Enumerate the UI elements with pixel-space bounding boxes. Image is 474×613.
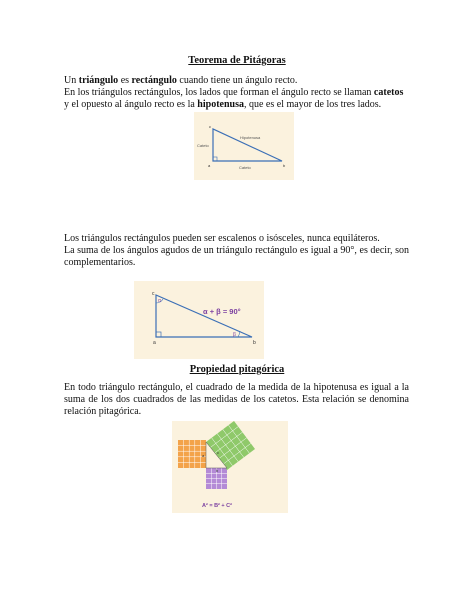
pythagorean-formula: A² = B² + C² <box>202 503 232 509</box>
paragraph-types <box>64 233 409 269</box>
vertex-b-label: b <box>283 163 286 168</box>
term-catetos: catetos <box>373 87 404 98</box>
side-b-label: b <box>216 468 219 473</box>
vertex-c-label: c <box>152 291 155 297</box>
vertex-a-label: a <box>208 163 211 168</box>
side-c-label: c <box>217 450 219 455</box>
vertical-leg-label: Cateto <box>197 143 209 148</box>
paragraph-pythagorean: En todo triángulo rectángulo, el cuadrado de la medida de la hipotenusa es igual a la suma de los dos cuadrados de las medidas de los catetos. Esta relación se denomina relación pitagórica. <box>64 382 409 417</box>
vertex-c-label: c <box>209 124 211 129</box>
page-title: Teorema de Pitágoras <box>188 55 286 66</box>
beta-label: β <box>233 332 236 338</box>
vertex-b-label: b <box>253 340 256 346</box>
paragraph-types-line-2: La suma de los ángulos agudos de un triángulo rectángulo es igual a 90°, es decir, son complementarios. <box>64 245 409 268</box>
alpha-label: α <box>158 298 161 304</box>
horizontal-leg-label: Cateto <box>239 165 251 170</box>
term-triangulo: triángulo <box>78 75 119 86</box>
hypotenuse-label: Hipotenusa <box>240 135 261 140</box>
section-title-propiedad: Propiedad pitagórica <box>189 364 285 375</box>
term-rectangulo: rectángulo <box>131 75 177 86</box>
side-a-label: a <box>202 453 205 458</box>
complementary-angles-figure <box>134 281 264 359</box>
vertex-a-label: a <box>153 340 156 346</box>
paragraph-types-line-1: Los triángulos rectángulos pueden ser escalenos o isósceles, nunca equiláteros. <box>64 233 380 244</box>
angle-sum-formula: α + β = 90° <box>203 307 241 316</box>
pythagorean-squares-figure <box>172 421 288 513</box>
intro-line-1: Un triángulo es rectángulo cuando tiene un ángulo recto. <box>64 75 298 86</box>
intro-line-2: En los triángulos rectángulos, los lados que forman el ángulo recto se llaman catetos y el opuesto al ángulo recto es la hipotenusa, que es el mayor de los tres lados. <box>64 87 404 110</box>
intro-paragraph <box>64 75 409 111</box>
right-triangle-figure <box>194 112 294 180</box>
term-hipotenusa: hipotenusa <box>197 99 244 110</box>
